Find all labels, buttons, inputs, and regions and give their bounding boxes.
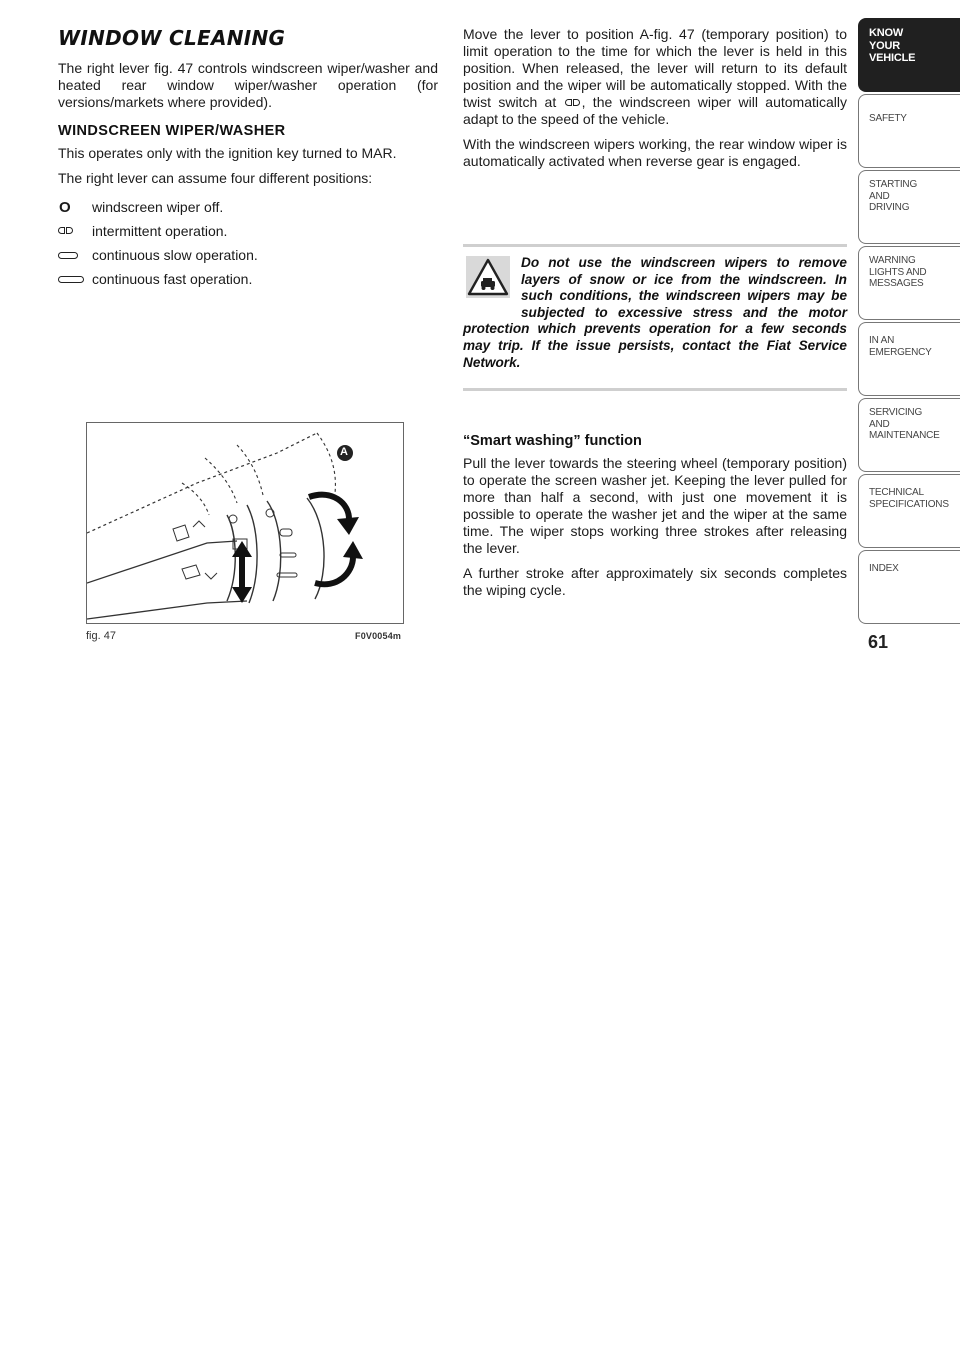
chapter-tabs bbox=[858, 18, 960, 626]
temporary-position-paragraph bbox=[463, 26, 847, 128]
positions-paragraph: The right lever can assume four different positions: bbox=[58, 170, 373, 186]
tab-servicing-and-maintenance[interactable]: SERVICING AND MAINTENANCE bbox=[858, 398, 960, 472]
section-title: WINDOW CLEANING bbox=[58, 26, 286, 50]
warning-text: Do not use the windscreen wipers to remove layers of snow or ice from the windscreen. In such conditions, the windscreen wipers may be subjected to excessive stress and the motor protection which prevents operation for a few seconds may trip. If the issue persists, contact the Fiat Service Network. bbox=[463, 255, 847, 370]
warning-rule-top bbox=[463, 244, 847, 247]
right-column bbox=[463, 26, 847, 178]
smart-washing-paragraph-1: Pull the lever towards the steering wheel (temporary position) to operate the screen washer jet. Keeping the lever pulled for more than half a second, with just one movement it is possible to operate the washer jet and the wiper at the same time. The wiper stops working three strokes after releasing the lever. bbox=[463, 455, 847, 556]
temporary-position-text-a: Move the lever to position A-fig. 47 (temporary position) to limit operation to the time for which the lever is held in this position. When released, the lever will return to its default position and the wiper will be automatically stopped. With the twist switch at bbox=[463, 26, 847, 110]
intermittent-icon bbox=[58, 227, 74, 235]
warning-box bbox=[463, 255, 847, 371]
smart-washing-section bbox=[463, 433, 847, 607]
wiper-positions-list bbox=[58, 195, 438, 291]
warning-rule-bottom bbox=[463, 388, 847, 391]
tab-index[interactable]: INDEX bbox=[858, 550, 960, 624]
wiper-lever-drawing bbox=[87, 423, 403, 623]
position-slow bbox=[58, 243, 438, 267]
position-fast bbox=[58, 267, 438, 291]
warning-triangle-icon bbox=[466, 256, 510, 298]
rear-wiper-paragraph: With the windscreen wipers working, the rear window wiper is automatically activated when reverse gear is engaged. bbox=[463, 136, 847, 169]
smart-washing-title: “Smart washing” function bbox=[463, 433, 642, 449]
smart-washing-paragraph-2: A further stroke after approximately six seconds completes the wiping cycle. bbox=[463, 565, 847, 598]
tab-know-your-vehicle[interactable]: KNOW YOUR VEHICLE bbox=[858, 18, 960, 92]
subsection-title: WINDSCREEN WIPER/WASHER bbox=[58, 123, 286, 139]
fast-icon bbox=[58, 276, 84, 283]
figure-label-a: A bbox=[340, 446, 348, 458]
slow-icon bbox=[58, 252, 78, 259]
intro-paragraph: The right lever fig. 47 controls windscreen wiper/washer and heated rear window wiper/washer operation (for versions/markets where provided). bbox=[58, 60, 438, 110]
position-intermittent-text: intermittent operation. bbox=[92, 223, 228, 239]
left-column bbox=[58, 26, 438, 291]
figure-caption: fig. 47 bbox=[86, 630, 116, 642]
tab-warning-lights-and-messages[interactable]: WARNING LIGHTS AND MESSAGES bbox=[858, 246, 960, 320]
page-number: 61 bbox=[868, 632, 889, 652]
tab-technical-specifications[interactable]: TECHNICAL SPECIFICATIONS bbox=[858, 474, 960, 548]
temporary-position-text-b: , the windscreen wiper will automatically adapt to the speed of the vehicle. bbox=[463, 94, 847, 127]
figure-code: F0V0054m bbox=[355, 631, 402, 641]
tab-starting-and-driving[interactable]: STARTING AND DRIVING bbox=[858, 170, 960, 244]
intermittent-icon bbox=[565, 99, 581, 107]
position-slow-text: continuous slow operation. bbox=[92, 247, 258, 263]
off-symbol: O bbox=[59, 198, 71, 216]
position-intermittent bbox=[58, 219, 438, 243]
tab-safety[interactable]: SAFETY bbox=[858, 94, 960, 168]
position-off-text: windscreen wiper off. bbox=[92, 199, 224, 215]
position-fast-text: continuous fast operation. bbox=[92, 271, 253, 287]
ignition-paragraph: This operates only with the ignition key turned to MAR. bbox=[58, 145, 397, 161]
lever-illustration bbox=[86, 422, 404, 624]
tab-in-an-emergency[interactable]: IN AN EMERGENCY bbox=[858, 322, 960, 396]
position-off bbox=[58, 195, 438, 219]
